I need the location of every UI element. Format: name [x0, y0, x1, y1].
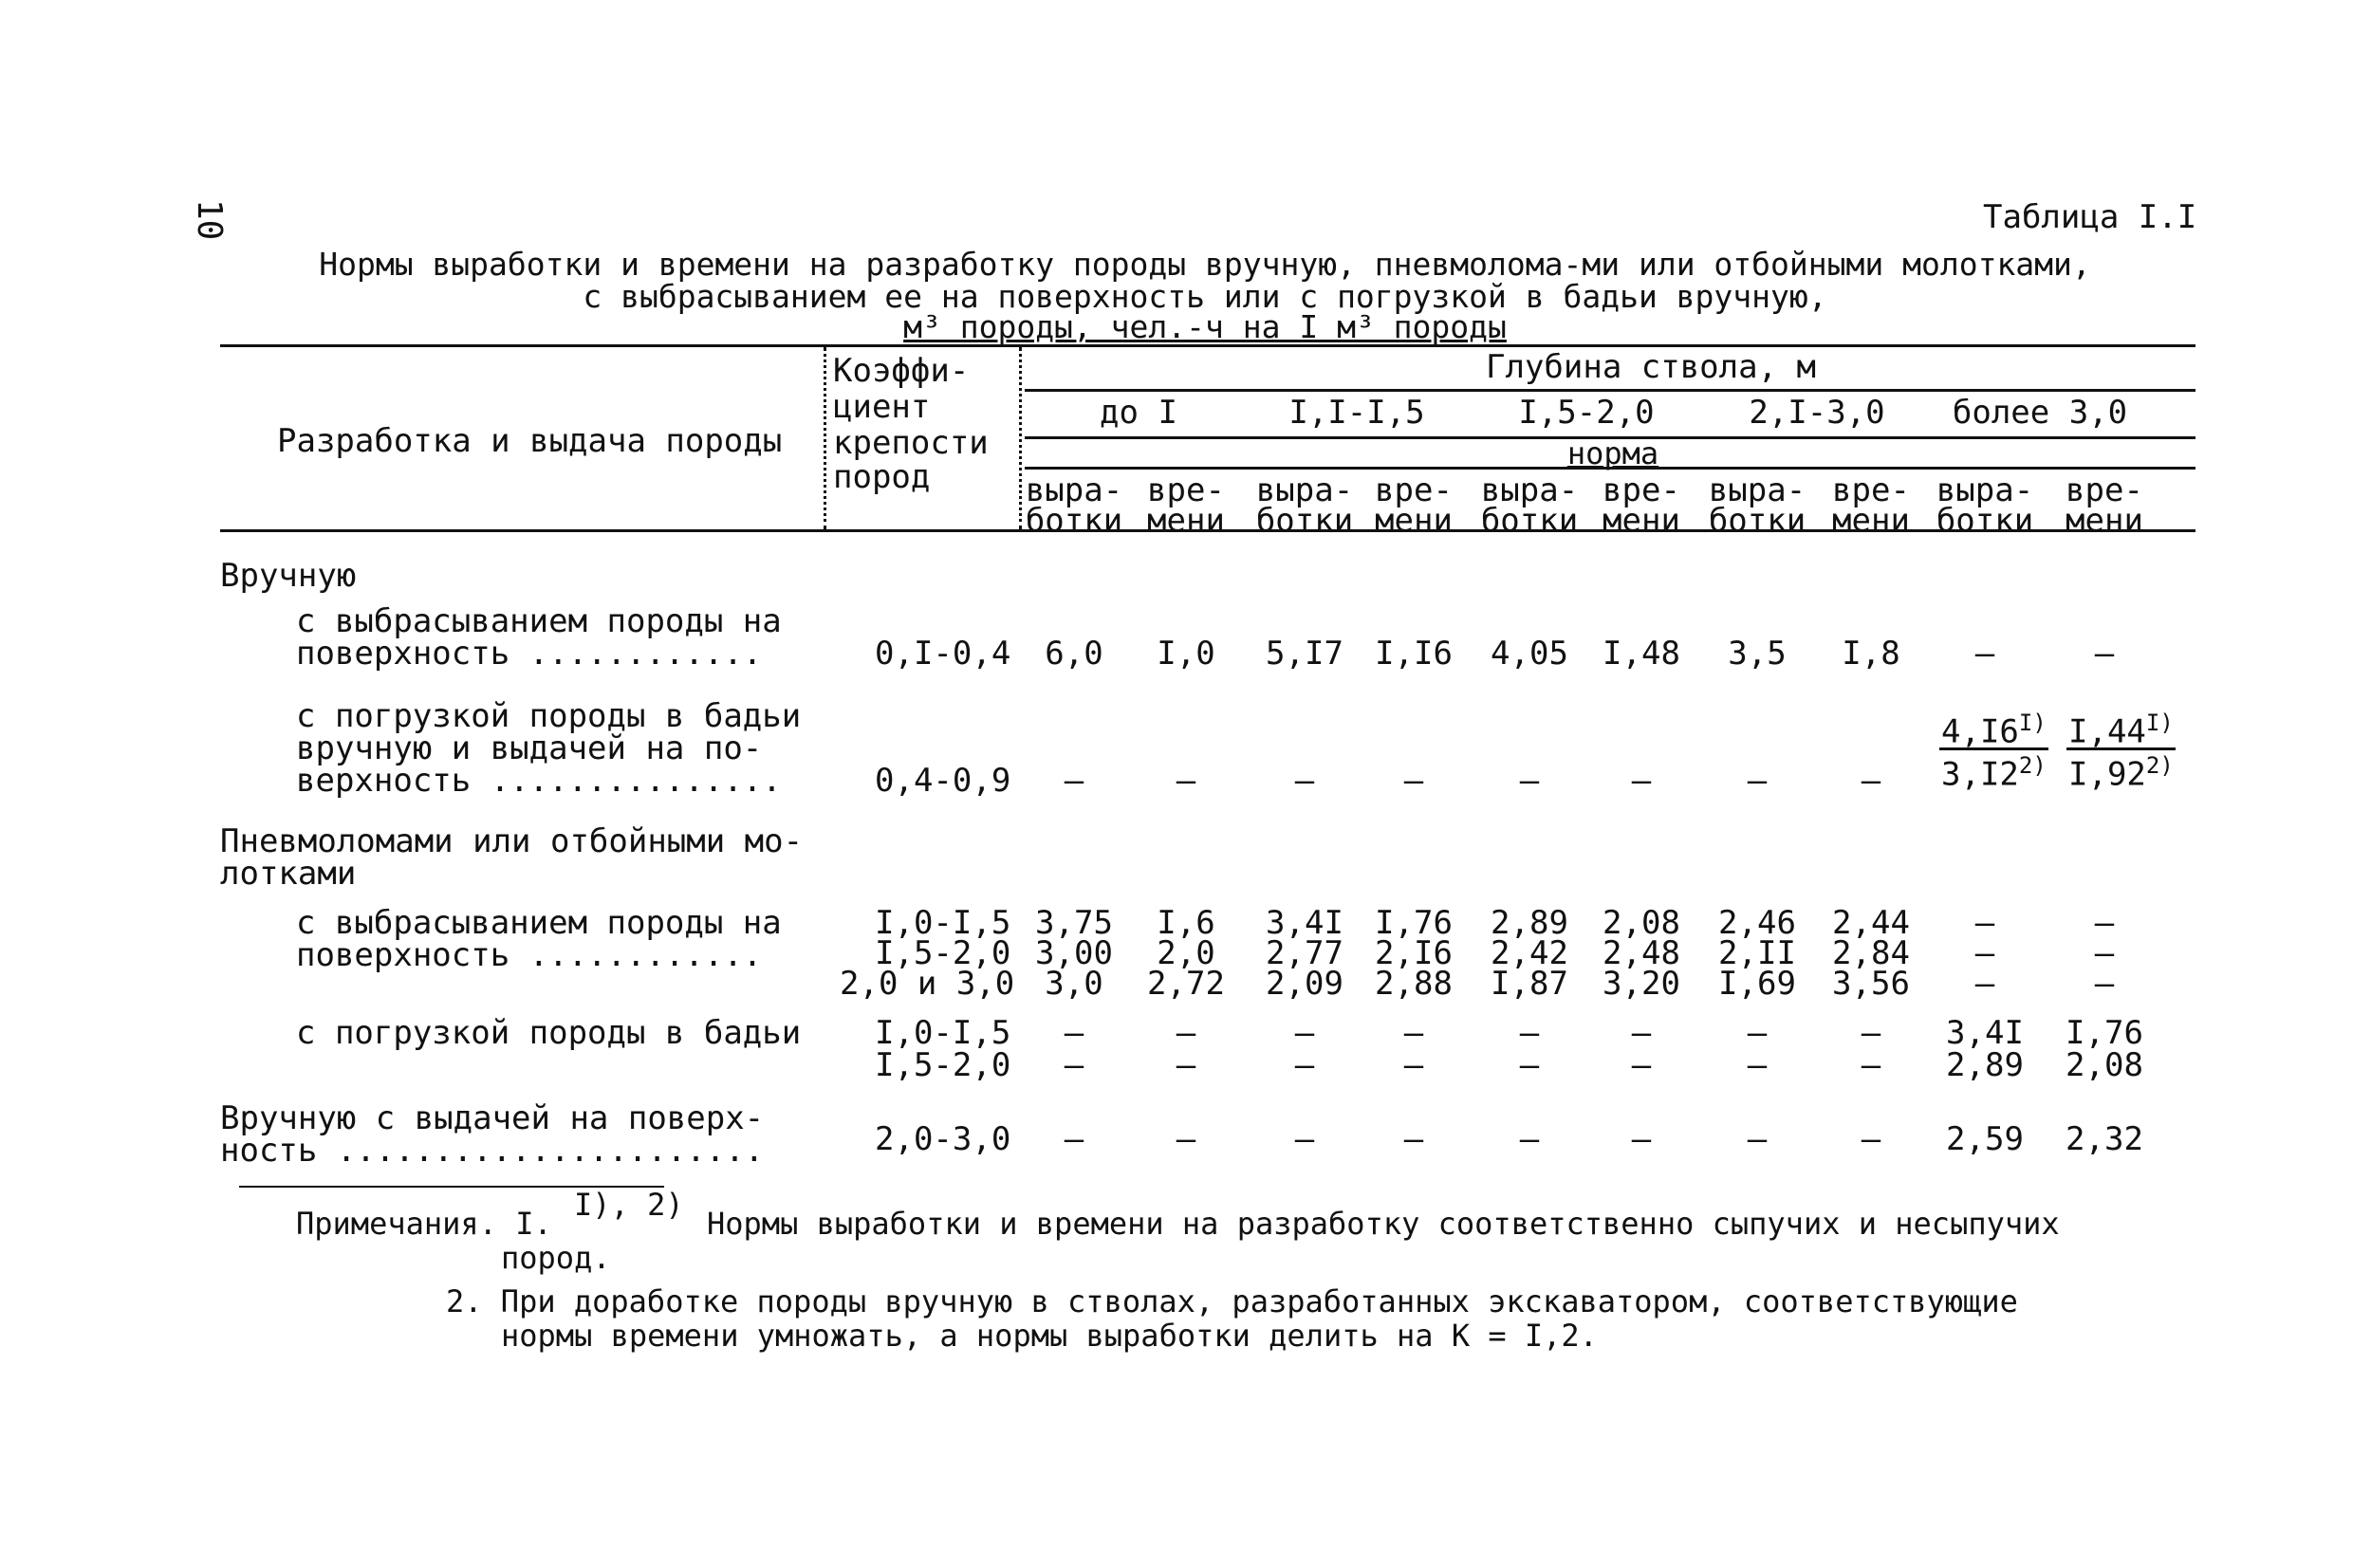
row1-value: 4,05 — [1491, 635, 1568, 673]
table-label: Таблица I.I — [1983, 198, 2197, 236]
row1-value: – — [2094, 635, 2115, 673]
row3b-value: 2,42 — [1491, 934, 1568, 972]
row4a-value: – — [1747, 1014, 1768, 1052]
row3a-value: I,76 — [1375, 904, 1453, 942]
row3a-value: 2,89 — [1491, 904, 1568, 942]
row1-value: 3,5 — [1728, 635, 1787, 673]
row4-label: с погрузкой породы в бадьи — [296, 1014, 802, 1052]
row4b-value: – — [1519, 1046, 1540, 1084]
row3-coef-1: I,0-I,5 — [875, 904, 1011, 942]
row4b-value: – — [1747, 1046, 1768, 1084]
sub-output-5-bot: ботки — [1936, 502, 2034, 540]
row1-label-line2: поверхность ............ — [296, 635, 763, 673]
row3c-value: – — [1974, 965, 1995, 1003]
note1-line1: Нормы выработки и времени на разработку соответственно сыпучих и несыпучих — [707, 1206, 2060, 1242]
row1-value: 6,0 — [1045, 635, 1103, 673]
sub-output-5-top: выра- — [1936, 471, 2034, 509]
row4b-value: 2,89 — [1946, 1046, 2024, 1084]
row4a-value: – — [1294, 1014, 1315, 1052]
row4a-value: – — [1519, 1014, 1540, 1052]
row1-value: I,48 — [1603, 635, 1680, 673]
row4b-value: 2,08 — [2066, 1046, 2143, 1084]
row3-coef-3: 2,0 и 3,0 — [840, 965, 1015, 1003]
row5-label-line1: Вручную с выдачей на поверх- — [220, 1099, 765, 1137]
row3c-value: 3,20 — [1603, 965, 1680, 1003]
row5-value: 2,59 — [1946, 1120, 2024, 1158]
row5-label-line2: ность ...................... — [220, 1132, 765, 1170]
row3a-value: 3,75 — [1035, 904, 1113, 942]
sub-output-4-top: выра- — [1708, 471, 1806, 509]
row3b-value: 2,84 — [1832, 934, 1910, 972]
row5-value: – — [1519, 1120, 1540, 1158]
row2-coef: 0,4-0,9 — [875, 762, 1011, 800]
note1-line2: пород. — [501, 1240, 611, 1276]
group-pneumatic-line1: Пневмоломами или отбойными мо- — [220, 822, 804, 860]
row3c-value: I,87 — [1491, 965, 1568, 1003]
fraction-numerator: $4,I6^{I)}$ — [1941, 710, 2047, 751]
depth-rule — [1025, 389, 2196, 392]
row5-value: – — [1631, 1120, 1652, 1158]
notes-prefix: Примечания. I. — [296, 1206, 552, 1242]
sub-time-5-bot: мени — [2066, 502, 2143, 540]
row1-coef: 0,I-0,4 — [875, 635, 1011, 673]
sub-time-3-top: вре- — [1603, 471, 1680, 509]
row4a-value: – — [1064, 1014, 1084, 1052]
row4b-value: – — [1403, 1046, 1424, 1084]
row4b-value: – — [1631, 1046, 1652, 1084]
sub-time-2-top: вре- — [1375, 471, 1453, 509]
header-depth-title: Глубина ствола, м — [1486, 348, 1816, 386]
row5-value: – — [1747, 1120, 1768, 1158]
group-manual: Вручную — [220, 557, 357, 595]
table-title-line3: м³ породы, чел.-ч на I м³ породы — [903, 308, 1507, 345]
header-coef-line4: пород — [833, 458, 931, 496]
row1-value: I,0 — [1157, 635, 1215, 673]
row3a-value: I,6 — [1157, 904, 1215, 942]
depth-group-1: до I — [1100, 394, 1177, 432]
row3a-value: 2,08 — [1603, 904, 1680, 942]
row4-coef-2: I,5-2,0 — [875, 1046, 1011, 1084]
row4a-value: – — [1176, 1014, 1196, 1052]
row3a-value: 2,44 — [1832, 904, 1910, 942]
row1-value: – — [1974, 635, 1995, 673]
depth-group-5: более 3,0 — [1952, 394, 2128, 432]
table-top-rule — [220, 344, 2196, 347]
depth-group-4: 2,I-3,0 — [1749, 394, 1885, 432]
notes-refs: I), 2) — [574, 1187, 684, 1223]
row3b-value: 2,48 — [1603, 934, 1680, 972]
sub-output-1-bot: ботки — [1025, 502, 1123, 540]
sub-time-1-bot: мени — [1147, 502, 1225, 540]
depth-group-3: I,5-2,0 — [1518, 394, 1655, 432]
row3a-value: – — [1974, 904, 1995, 942]
page-number: 10 — [190, 199, 229, 241]
row2-label-line1: с погрузкой породы в бадьи — [296, 697, 802, 735]
row3c-value: I,69 — [1718, 965, 1796, 1003]
row3c-value: 3,0 — [1045, 965, 1103, 1003]
row1-value: 5,I7 — [1266, 635, 1343, 673]
row4a-value: – — [1631, 1014, 1652, 1052]
row4a-value: – — [1403, 1014, 1424, 1052]
row3a-value: – — [2094, 904, 2115, 942]
row3b-value: 2,0 — [1157, 934, 1215, 972]
fraction-denominator: 3,I2$^{2)}$ — [1941, 752, 2047, 794]
header-coef-line3: крепости — [833, 424, 989, 462]
row5-value: – — [1294, 1120, 1315, 1158]
row2-value: – — [1631, 762, 1652, 800]
sub-time-5-top: вре- — [2066, 471, 2143, 509]
table-title-line1: Нормы выработки и времени на разработку породы вручную, пневмолома-ми или отбойными молотками, — [319, 246, 2091, 283]
sub-output-3-bot: ботки — [1480, 502, 1579, 540]
row3c-value: 2,09 — [1266, 965, 1343, 1003]
fraction-denominator: I,92$^{2)}$ — [2068, 752, 2174, 794]
row4b-value: – — [1294, 1046, 1315, 1084]
table-title-line2: с выбрасыванием ее на поверхность или с погрузкой в бадьи вручную, — [583, 278, 1827, 315]
row3c-value: – — [2094, 965, 2115, 1003]
row2-fraction-output — [1939, 710, 2048, 794]
sub-time-2-bot: мени — [1375, 502, 1453, 540]
row2-value: – — [1064, 762, 1084, 800]
row3b-value: 2,I6 — [1375, 934, 1453, 972]
row2-value: – — [1403, 762, 1424, 800]
note2-line1: 2. При доработке породы вручную в стволах, разработанных экскаватором, соответствующие — [446, 1283, 2018, 1319]
row1-label-line1: с выбрасыванием породы на — [296, 602, 782, 640]
row2-value: – — [1861, 762, 1881, 800]
sub-output-1-top: выра- — [1025, 471, 1123, 509]
row5-value: 2,32 — [2066, 1120, 2143, 1158]
row2-label-line2: вручную и выдачей на по- — [296, 729, 763, 767]
row3c-value: 2,88 — [1375, 965, 1453, 1003]
row1-value: I,I6 — [1375, 635, 1453, 673]
row5-coef: 2,0-3,0 — [875, 1120, 1011, 1158]
row3c-value: 2,72 — [1147, 965, 1225, 1003]
row2-label-line3: верхность ............... — [296, 762, 782, 800]
row2-value: – — [1519, 762, 1540, 800]
sub-time-3-bot: мени — [1603, 502, 1680, 540]
row1-value: I,8 — [1842, 635, 1900, 673]
sub-time-1-top: вре- — [1147, 471, 1225, 509]
sub-output-4-bot: ботки — [1708, 502, 1806, 540]
row3c-value: 3,56 — [1832, 965, 1910, 1003]
row5-value: – — [1176, 1120, 1196, 1158]
row4a-value: 3,4I — [1946, 1014, 2024, 1052]
sub-time-4-top: вре- — [1832, 471, 1910, 509]
fraction-numerator: $I,44^{I)}$ — [2068, 710, 2174, 751]
sub-output-2-top: выра- — [1255, 471, 1354, 509]
sub-output-3-top: выра- — [1480, 471, 1579, 509]
row4b-value: – — [1064, 1046, 1084, 1084]
col-divider-2 — [1019, 347, 1022, 529]
sub-time-4-bot: мени — [1832, 502, 1910, 540]
row3b-value: – — [1974, 934, 1995, 972]
row5-value: – — [1861, 1120, 1881, 1158]
row4a-value: – — [1861, 1014, 1881, 1052]
row5-value: – — [1403, 1120, 1424, 1158]
row3-label-line2: поверхность ............ — [296, 936, 763, 974]
row3a-value: 2,46 — [1718, 904, 1796, 942]
row4b-value: – — [1176, 1046, 1196, 1084]
note2-line2: нормы времени умножать, а нормы выработки делить на К = I,2. — [501, 1318, 1598, 1354]
row5-value: – — [1064, 1120, 1084, 1158]
header-norma: норма — [1566, 435, 1659, 471]
row4a-value: I,76 — [2066, 1014, 2143, 1052]
row4-coef-1: I,0-I,5 — [875, 1014, 1011, 1052]
row3b-value: 2,77 — [1266, 934, 1343, 972]
row2-value: – — [1294, 762, 1315, 800]
row2-fraction-time — [2066, 710, 2176, 794]
header-coef-line2: циент — [833, 388, 931, 426]
row3-label-line1: с выбрасыванием породы на — [296, 904, 782, 942]
header-work-type: Разработка и выдача породы — [277, 422, 783, 460]
row2-value: – — [1747, 762, 1768, 800]
row3b-value: – — [2094, 934, 2115, 972]
row3a-value: 3,4I — [1266, 904, 1343, 942]
row3b-value: 2,II — [1718, 934, 1796, 972]
row3-coef-2: I,5-2,0 — [875, 934, 1011, 972]
row3b-value: 3,00 — [1035, 934, 1113, 972]
row2-value: – — [1176, 762, 1196, 800]
row4b-value: – — [1861, 1046, 1881, 1084]
header-coef-line1: Коэффи- — [833, 352, 970, 390]
group-pneumatic-line2: лотками — [220, 855, 357, 893]
depth-group-2: I,I-I,5 — [1288, 394, 1425, 432]
col-divider-1 — [824, 347, 826, 529]
sub-output-2-bot: ботки — [1255, 502, 1354, 540]
